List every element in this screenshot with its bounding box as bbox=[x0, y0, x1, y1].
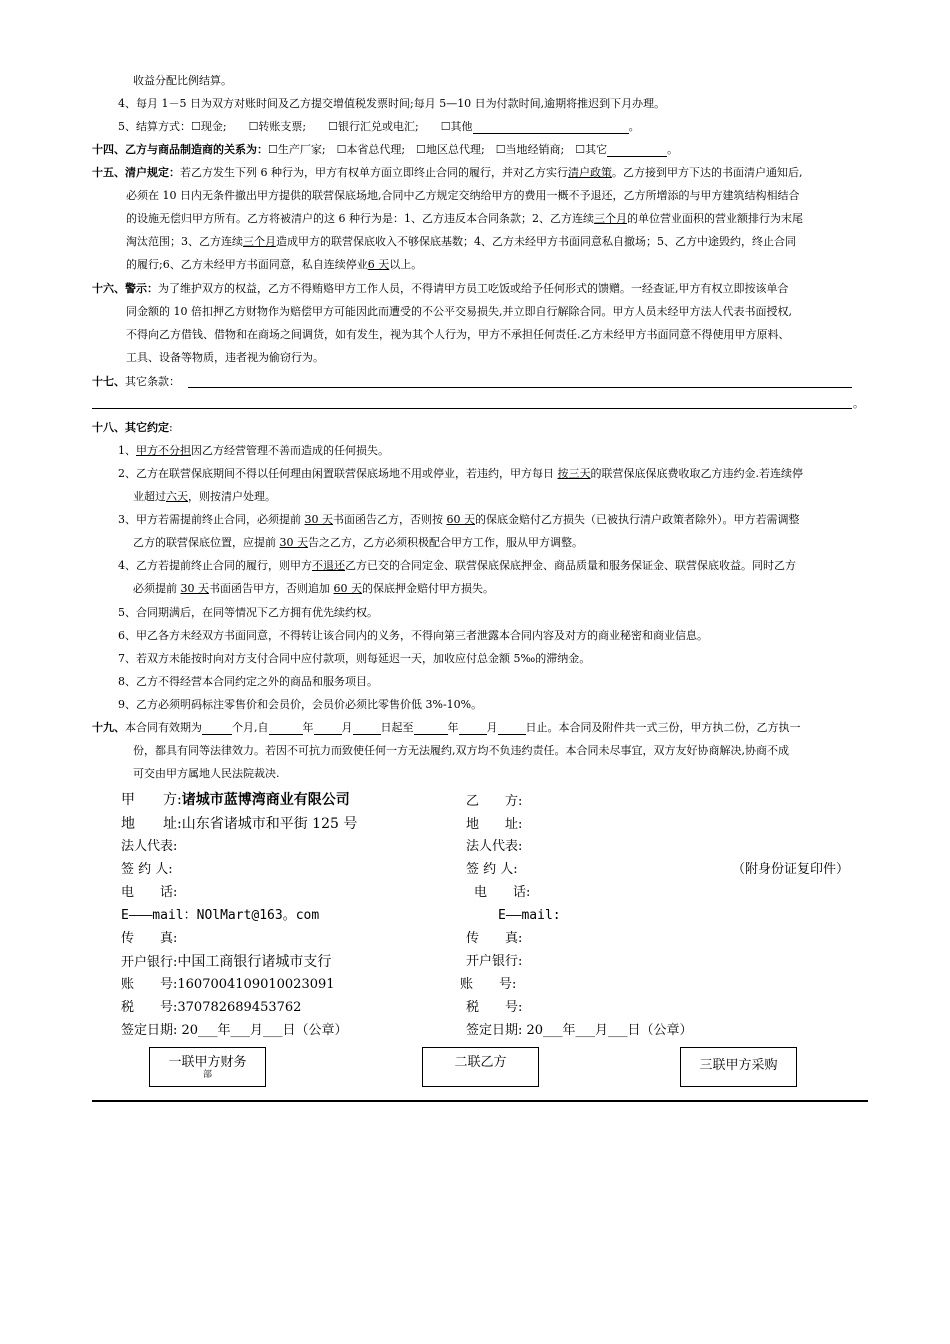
party-b-email: E——mail: bbox=[498, 908, 561, 923]
section-18: 十八、其它约定: bbox=[92, 421, 173, 434]
party-b-signer: 签 约 人: bbox=[466, 862, 518, 877]
footer-rule bbox=[92, 1100, 868, 1102]
blank-line bbox=[188, 387, 852, 388]
party-a-tel: 电 话: bbox=[121, 885, 178, 900]
party-b-tax: 税 号: bbox=[466, 1000, 523, 1015]
section-17: 十七、其它条款： bbox=[92, 375, 180, 388]
party-a-name: 甲 方:诸城市蓝博湾商业有限公司 bbox=[121, 792, 350, 808]
text-line: 乙方的联营保底位置，应提前 30 天告之乙方，乙方必须积极配合甲方工作，服从甲方调整。 bbox=[133, 536, 583, 549]
blank-line bbox=[92, 408, 852, 409]
copy-box-finance: 一联甲方财务 部 bbox=[149, 1047, 266, 1087]
rule-1: 1、甲方不分担因乙方经营管理不善而造成的任何损失。 bbox=[118, 444, 389, 457]
party-b-address: 地 址: bbox=[466, 817, 523, 832]
text-line: 工具、设备等物质，违者视为偷窃行为。 bbox=[126, 351, 324, 364]
party-a-email: E———mail：NOlMart@163。com bbox=[121, 908, 320, 923]
rule-9: 9、乙方必须明码标注零售价和会员价，会员价必须比零售价低 3%-10%。 bbox=[118, 698, 483, 711]
party-b-legal: 法人代表: bbox=[466, 839, 523, 854]
text-line: 淘汰范围；3、乙方连续三个月造成甲方的联营保底收入不够保底基数；4、乙方未经甲方书面同意私自撤场；5、乙方中途毁约，终止合同 bbox=[126, 235, 796, 248]
party-a-bank: 开户银行:中国工商银行诸城市支行 bbox=[121, 954, 332, 970]
rule-6: 6、甲乙各方未经双方书面同意，不得转让该合同内的义务，不得向第三者泄露本合同内容及对方的商业秘密和商业信息。 bbox=[118, 629, 708, 642]
copy-box-purchase: 三联甲方采购 bbox=[680, 1047, 797, 1087]
section-16: 十六、警示：为了维护双方的权益，乙方不得贿赂甲方工作人员，不得请甲方员工吃饭或给予任何形式的馈赠。一经查证,甲方有权立即按该单合 bbox=[92, 282, 789, 295]
section-14: 十四、乙方与商品制造商的关系为：☐生产厂家; ☐本省总代理; ☐地区总代理; ☐当地经销商; ☐其它 。 bbox=[92, 143, 679, 156]
text-line: 必须提前 30 天书面函告甲方，否则追加 60 天的保底押金赔付甲方损失。 bbox=[133, 582, 494, 595]
text-line: 4、每月 1－5 日为双方对账时间及乙方提交增值税发票时间;每月 5—10 日为付款时间,逾期将推迟到下月办理。 bbox=[118, 97, 666, 110]
party-b-name: 乙 方: bbox=[466, 794, 523, 809]
text-line: 可交由甲方属地人民法院裁决. bbox=[133, 767, 280, 780]
party-b-bank: 开户银行: bbox=[466, 954, 523, 969]
contract-page: 收益分配比例结算。 4、每月 1－5 日为双方对账时间及乙方提交增值税发票时间;每月 5—10 日为付款时间,逾期将推迟到下月办理。 5、结算方式：☐现金; ☐转账支票; ☐银行汇兑或电汇; ☐其他 。 十四、乙方与商品制造商的关系为：☐生产厂家; ☐本省总代理; ☐地区总代理; ☐当地经销商; ☐其它 。 十五、清户规定：若乙方发生下列 6 种行为，甲方有权单方面立即终止合同的履行，并对乙方实行清户政策。乙方接到甲方下达的书面清户通知后, 必须在 10 日内无条件撤出甲方提供的联营保底场地,合同中乙方规定交纳给甲方的费用一概不予退还，乙方所增添的与甲方建筑结构相结合 的设施无偿归甲方所有。乙方将被清户的这 6 种行为是：1、乙方违反本合同条款；2、乙方连续三个月的单位营业面积的营业额排行为末尾 淘汰范围；3、乙方连续三个月造成甲方的联营保底收入不够保底基数；4、乙方未经甲方书面同意私自撤场；5、乙方中途毁约，终止合同 的履行;6、乙方未经甲方书面同意，私自连续停业6 天以上。 十六、警示：为了维护双方的权益，乙方不得贿赂甲方工作人员，不得请甲方员工吃饭或给予任何形式的馈赠。一经查证,甲方有权立即按该单合 同金额的 10 倍扣押乙方财物作为赔偿甲方可能因此而遭受的不公平交易损失,并立即自行解除合同。甲方人员未经甲方法人代表书面授权, 不得向乙方借钱、借物和在商场之间调货，如有发生，视为其个人行为，甲方不承担任何责任.乙方未经甲方书面同意不得使用甲方原料、 工具、设备等物质，违者视为偷窃行为。 十七、其它条款： 。 十八、其它约定: 1、甲方不分担因乙方经营管理不善而造成的任何损失。 2、乙方在联营保底期间不得以任何理由闲置联营保底场地不用或停业，若违约，甲方每日 按三天的联营保底保底费收取乙方违约金.若连续停 业超过六天，则按清户处理。 3、甲方若需提前终止合同，必须提前 30 天书面函告乙方，否则按 60 天的保底金赔付乙方损失（已被执行清户政策者除外）。甲方若需调整 乙方的联营保底位置，应提前 30 天告之乙方，乙方必须积极配合甲方工作，服从甲方调整。 4、乙方若提前终止合同的履行，则甲方不退还乙方已交的合同定金、联营保底保底押金、商品质量和服务保证金、联营保底收益。同时乙方 必须提前 30 天书面函告甲方，否则追加 60 天的保底押金赔付甲方损失。 5、合同期满后，在同等情况下乙方拥有优先续约权。 6、甲乙各方未经双方书面同意，不得转让该合同内的义务，不得向第三者泄露本合同内容及对方的商业秘密和商业信息。 7、若双方未能按时向对方支付合同中应付款项，则每延迟一天，加收应付总金额 5‰的滞纳金。 8、乙方不得经营本合同约定之外的商品和服务项目。 9、乙方必须明码标注零售价和会员价，会员价必须比零售价低 3%-10%。 十九、本合同有效期为 个月,自 年 月 日起至 年 月 日止。本合同及附件共一式三份，甲方执二份，乙方执一 份，都具有同等法律效力。若因不可抗力而致使任何一方无法履约,双方均不负违约责任。本合同未尽事宜，双方友好协商解决,协商不成 可交由甲方属地人民法院裁决. 甲 方:诸城市蓝博湾商业有限公司 地 址:山东省诸城市和平街 125 号 法人代表: 签 约 人: 电 话: E———mail：NOlMart@163。com 传 真: 开户银行:中国工商银行诸城市支行 账 号:1607004109010023091 税 号:370782689453762 签定日期: 20___年___月___日（公章） 乙 方: 地 址: 法人代表: 签 约 人: （附身份证复印件） 电 话: E——mail: 传 真: 开户银行: 账 号: 税 号: 签定日期: 20___年___月___日（公章） 一联甲方财务 部 二联乙方 三联甲方采购 bbox=[0, 0, 950, 1344]
rule-2: 2、乙方在联营保底期间不得以任何理由闲置联营保底场地不用或停业，若违约，甲方每日 按三天的联营保底保底费收取乙方违约金.若连续停 bbox=[118, 467, 803, 480]
party-a-tax: 税 号:370782689453762 bbox=[121, 1000, 302, 1015]
party-a-signer: 签 约 人: bbox=[121, 862, 173, 877]
text-line: 收益分配比例结算。 bbox=[133, 74, 232, 87]
settlement-method: 5、结算方式：☐现金; ☐转账支票; ☐银行汇兑或电汇; ☐其他 。 bbox=[118, 120, 640, 133]
party-b-fax: 传 真: bbox=[466, 931, 523, 946]
text-line: 的设施无偿归甲方所有。乙方将被清户的这 6 种行为是：1、乙方违反本合同条款；2、乙方连续三个月的单位营业面积的营业额排行为末尾 bbox=[126, 212, 803, 225]
party-a-date: 签定日期: 20___年___月___日（公章） bbox=[121, 1023, 348, 1038]
party-a-legal: 法人代表: bbox=[121, 839, 178, 854]
text-line: 必须在 10 日内无条件撤出甲方提供的联营保底场地,合同中乙方规定交纳给甲方的费用一概不予退还，乙方所增添的与甲方建筑结构相结合 bbox=[126, 189, 800, 202]
text-line: 的履行;6、乙方未经甲方书面同意，私自连续停业6 天以上。 bbox=[126, 258, 423, 271]
rule-8: 8、乙方不得经营本合同约定之外的商品和服务项目。 bbox=[118, 675, 378, 688]
party-b-tel: 电 话: bbox=[474, 885, 531, 900]
text-line: 同金额的 10 倍扣押乙方财物作为赔偿甲方可能因此而遭受的不公平交易损失,并立即自行解除合同。甲方人员未经甲方法人代表书面授权, bbox=[126, 305, 792, 318]
text-line: 业超过六天，则按清户处理。 bbox=[133, 490, 276, 503]
rule-4: 4、乙方若提前终止合同的履行，则甲方不退还乙方已交的合同定金、联营保底保底押金、商品质量和服务保证金、联营保底收益。同时乙方 bbox=[118, 559, 796, 572]
section-15: 十五、清户规定：若乙方发生下列 6 种行为，甲方有权单方面立即终止合同的履行，并对乙方实行清户政策。乙方接到甲方下达的书面清户通知后, bbox=[92, 166, 803, 179]
text-line: 不得向乙方借钱、借物和在商场之间调货，如有发生，视为其个人行为，甲方不承担任何责任.乙方未经甲方书面同意不得使用甲方原料、 bbox=[126, 328, 790, 341]
party-a-account: 账 号:1607004109010023091 bbox=[121, 977, 335, 992]
party-b-account: 账 号: bbox=[460, 977, 517, 992]
rule-5: 5、合同期满后，在同等情况下乙方拥有优先续约权。 bbox=[118, 606, 378, 619]
id-copy-note: （附身份证复印件） bbox=[732, 862, 850, 877]
rule-3: 3、甲方若需提前终止合同，必须提前 30 天书面函告乙方，否则按 60 天的保底金赔付乙方损失（已被执行清户政策者除外）。甲方若需调整 bbox=[118, 513, 800, 526]
text-line: 份，都具有同等法律效力。若因不可抗力而致使任何一方无法履约,双方均不负违约责任。本合同未尽事宜，双方友好协商解决,协商不成 bbox=[133, 744, 789, 757]
party-a-fax: 传 真: bbox=[121, 931, 178, 946]
copy-box-party-b: 二联乙方 bbox=[422, 1047, 539, 1087]
section-19: 十九、本合同有效期为 个月,自 年 月 日起至 年 月 日止。本合同及附件共一式三份，甲方执二份，乙方执一 bbox=[92, 721, 801, 734]
rule-7: 7、若双方未能按时向对方支付合同中应付款项，则每延迟一天，加收应付总金额 5‰的滞纳金。 bbox=[118, 652, 591, 665]
party-a-address: 地 址:山东省诸城市和平街 125 号 bbox=[121, 816, 358, 832]
party-b-date: 签定日期: 20___年___月___日（公章） bbox=[466, 1023, 693, 1038]
